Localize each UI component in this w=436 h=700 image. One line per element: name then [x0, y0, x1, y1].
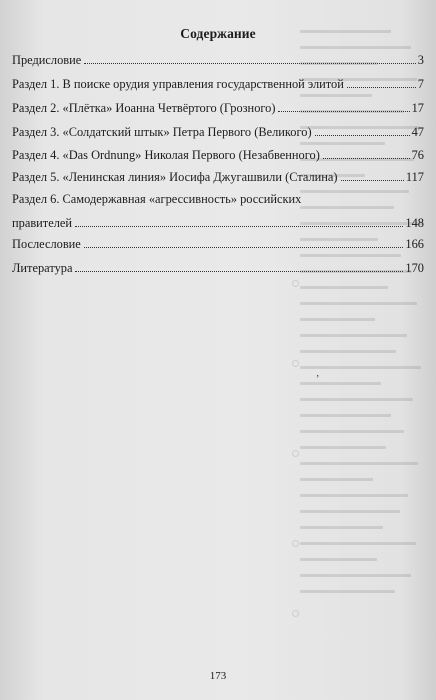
toc-entry-afterword[interactable]	[12, 236, 424, 252]
dot-leader	[84, 247, 404, 248]
toc-entry-label-line1: Раздел 6. Самодержавная «агрессивность» российских	[12, 192, 302, 206]
toc-entry-section-6[interactable]	[12, 191, 424, 231]
toc-entry-page: 117	[405, 170, 424, 184]
toc-entry-literature[interactable]	[12, 260, 424, 276]
toc-entry-label: Раздел 4. «Das Ordnung» Николая Первого (Незабвенного)	[12, 148, 320, 162]
toc-entry-label: Раздел 3. «Солдатский штык» Петра Первого (Великого)	[12, 125, 312, 139]
toc-entry-label: Послесловие	[12, 237, 81, 251]
dot-leader	[75, 226, 403, 227]
dot-leader	[323, 158, 410, 159]
toc-entry-page: 148	[405, 216, 424, 230]
toc-entry-label: Предисловие	[12, 53, 82, 67]
dot-leader	[315, 135, 410, 136]
dot-leader	[341, 180, 404, 181]
toc-entry-section-4[interactable]	[12, 147, 424, 163]
dot-leader	[278, 111, 409, 112]
toc-entry-section-2[interactable]	[12, 100, 424, 116]
dot-leader	[84, 63, 416, 64]
toc-entry-label-line2: правителей	[12, 216, 73, 230]
toc-entry-page: 17	[411, 101, 424, 115]
toc-entry-label: Раздел 5. «Ленинская линия» Иосифа Джугашвили (Сталина)	[12, 170, 338, 184]
toc-entry-page: 166	[405, 237, 424, 251]
toc-entry-section-5[interactable]	[12, 169, 424, 185]
toc-entry-page: 170	[405, 261, 424, 275]
stray-mark: ’	[316, 374, 320, 385]
page-number: 173	[209, 670, 227, 682]
toc-entry-section-3[interactable]	[12, 124, 424, 140]
page-title: Содержание	[180, 26, 256, 41]
toc-entry-label: Раздел 1. В поиске орудия управления государственной элитой	[12, 77, 344, 91]
toc-entry-page: 47	[411, 125, 424, 139]
dot-leader	[75, 271, 403, 272]
toc-entry-page: 76	[411, 148, 424, 162]
toc-entry-page: 3	[417, 53, 424, 67]
toc-entry-label: Литература	[12, 261, 73, 275]
toc-entry-preface[interactable]	[12, 52, 424, 68]
toc-entry-label: Раздел 2. «Плётка» Иоанна Четвёртого (Грозного)	[12, 101, 276, 115]
dot-leader	[347, 87, 416, 88]
toc-entry-page: 7	[417, 77, 424, 91]
toc-entry-section-1[interactable]	[12, 76, 424, 92]
